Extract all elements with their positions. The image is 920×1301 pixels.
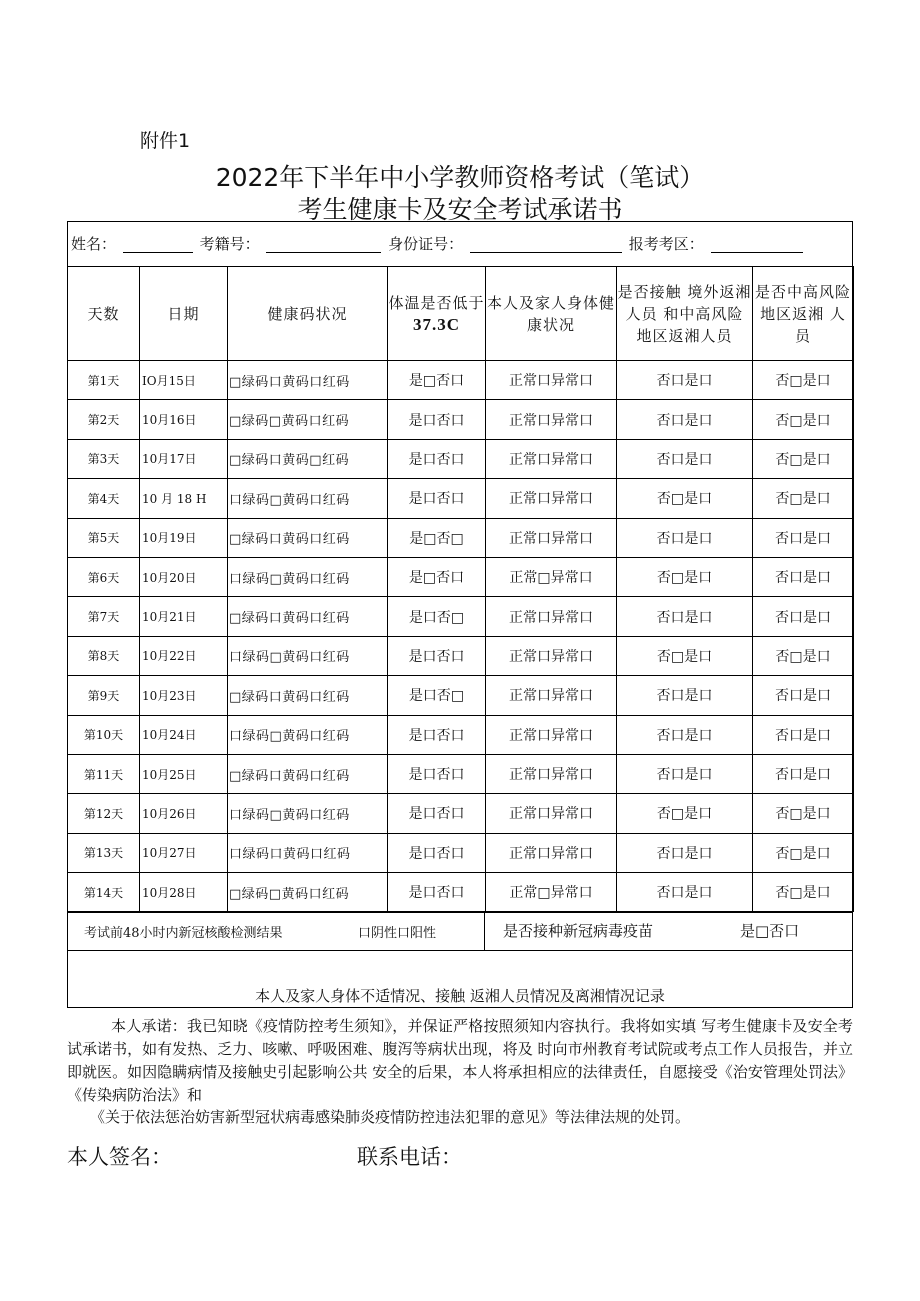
row-risk-check[interactable]: 否口是口 <box>753 676 854 715</box>
record-row[interactable] <box>68 950 852 1008</box>
row-health-code[interactable]: □绿码口黄码口红码 <box>228 754 388 793</box>
row-contact-check[interactable]: 否□是口 <box>617 479 753 518</box>
row-risk-check[interactable]: 否□是口 <box>753 636 854 675</box>
record-label: 本人及家人身体不适情况、接触 返湘人员情况及离湘情况记录 <box>255 987 665 1005</box>
row-contact-check[interactable]: 否口是口 <box>617 676 753 715</box>
row-health-code[interactable]: 口绿码□黄码口红码 <box>228 557 388 596</box>
exam-area-field[interactable] <box>711 238 803 253</box>
header-health-code: 健康码状况 <box>228 267 388 361</box>
row-risk-check[interactable]: 否口是口 <box>753 597 854 636</box>
health-card-form <box>67 221 853 1008</box>
row-health-code[interactable]: □绿码口黄码口红码 <box>228 361 388 400</box>
row-date: 10月22日 <box>140 636 228 675</box>
row-temp-check[interactable]: 是□否口 <box>388 361 486 400</box>
row-risk-check[interactable]: 否□是口 <box>753 794 854 833</box>
row-date: 10月16日 <box>140 400 228 439</box>
pledge-paragraph: 本人承诺：我已知晓《疫情防控考生须知》，并保证严格按照须知内容执行。我将如实填 写考生健康卡及安全考试承诺书，如有发热、乏力、咳嗽、呼吸困难、腹泻等病状出现，将及 时向市州教育考试院或考点工作人员报告，并立即就医。如因隐瞒病情及接触史引起影响公共 安全的后果，本人将承担相应的法律责任，自愿接受《治安管理处罚法》《传染病防治法》和 <box>67 1017 853 1104</box>
row-date: 10月19日 <box>140 518 228 557</box>
row-risk-check[interactable]: 否□是口 <box>753 833 854 872</box>
header-contact: 是否接触 境外返湘人员 和中高风险 地区返湘人员 <box>617 267 753 361</box>
row-day: 第9天 <box>68 676 140 715</box>
nucleic-options[interactable]: 口阴性口阳性 <box>358 926 437 941</box>
name-label: 姓名： <box>71 235 117 253</box>
row-day: 第3天 <box>68 439 140 478</box>
row-health-status[interactable]: 正常口异常口 <box>486 794 617 833</box>
row-temp-check[interactable]: 是口否口 <box>388 873 486 912</box>
row-health-code[interactable]: 口绿码□黄码口红码 <box>228 715 388 754</box>
row-health-status[interactable]: 正常□异常口 <box>486 873 617 912</box>
row-day: 第7天 <box>68 597 140 636</box>
vaccine-options[interactable]: 是□否口 <box>740 922 800 940</box>
row-day: 第2天 <box>68 400 140 439</box>
row-health-status[interactable]: 正常口异常口 <box>486 597 617 636</box>
table-row <box>68 833 854 872</box>
row-health-status[interactable]: 正常口异常口 <box>486 439 617 478</box>
row-date: 10月26日 <box>140 794 228 833</box>
row-contact-check[interactable]: 否口是口 <box>617 518 753 557</box>
row-health-code[interactable]: 口绿码□黄码口红码 <box>228 636 388 675</box>
row-contact-check[interactable]: 否□是口 <box>617 557 753 596</box>
row-temp-check[interactable]: 是口否口 <box>388 479 486 518</box>
header-temp-label: 体温是否低于 <box>388 293 485 312</box>
id-label: 身份证号： <box>388 235 464 253</box>
table-row <box>68 479 854 518</box>
row-health-code[interactable]: 口绿码□黄码口红码 <box>228 479 388 518</box>
row-contact-check[interactable]: 否口是口 <box>617 715 753 754</box>
header-temp <box>388 267 486 361</box>
row-contact-check[interactable]: 否口是口 <box>617 400 753 439</box>
row-temp-check[interactable]: 是口否口 <box>388 794 486 833</box>
row-day: 第6天 <box>68 557 140 596</box>
row-risk-check[interactable]: 否口是口 <box>753 557 854 596</box>
row-date: IO月15日 <box>140 361 228 400</box>
table-row <box>68 794 854 833</box>
row-health-status[interactable]: 正常口异常口 <box>486 479 617 518</box>
phone-label: 联系电话： <box>357 1145 462 1169</box>
row-health-code[interactable]: □绿码口黄码口红码 <box>228 597 388 636</box>
row-date: 10月24日 <box>140 715 228 754</box>
table-header-row <box>68 267 854 361</box>
row-temp-check[interactable]: 是口否口 <box>388 400 486 439</box>
row-health-code[interactable]: □绿码口黄码口红码 <box>228 518 388 557</box>
row-date: 10月28日 <box>140 873 228 912</box>
vaccine-label: 是否接种新冠病毒疫苗 <box>503 922 654 940</box>
row-temp-check[interactable]: 是口否□ <box>388 597 486 636</box>
name-field[interactable] <box>123 238 193 253</box>
row-risk-check[interactable]: 否□是口 <box>753 400 854 439</box>
table-row <box>68 557 854 596</box>
row-health-status[interactable]: 正常口异常口 <box>486 636 617 675</box>
table-row <box>68 636 854 675</box>
row-date: 10月23日 <box>140 676 228 715</box>
row-health-status[interactable]: 正常口异常口 <box>486 754 617 793</box>
row-contact-check[interactable]: 否□是口 <box>617 794 753 833</box>
header-family-health: 本人及家人身体健康状况 <box>486 267 617 361</box>
pledge-tail: 《关于依法惩治妨害新型冠状病毒感染肺炎疫情防控违法犯罪的意见》等法律法规的处罚。 <box>90 1108 691 1126</box>
nucleic-row <box>68 912 852 950</box>
row-day: 第5天 <box>68 518 140 557</box>
exam-area-label: 报考考区： <box>628 235 704 253</box>
row-contact-check[interactable]: 否口是口 <box>617 873 753 912</box>
table-row <box>68 400 854 439</box>
row-contact-check[interactable]: 否口是口 <box>617 833 753 872</box>
row-temp-check[interactable]: 是口否口 <box>388 715 486 754</box>
table-row <box>68 439 854 478</box>
table-row <box>68 676 854 715</box>
row-health-status[interactable]: 正常□异常口 <box>486 557 617 596</box>
row-health-code[interactable]: □绿码口黄码口红码 <box>228 676 388 715</box>
row-risk-check[interactable]: 否口是口 <box>753 754 854 793</box>
origin-label: 考籍号： <box>199 235 260 253</box>
row-day: 第12天 <box>68 794 140 833</box>
row-risk-check[interactable]: 否□是口 <box>753 873 854 912</box>
row-date: 10月25日 <box>140 754 228 793</box>
row-health-status[interactable]: 正常口异常口 <box>486 361 617 400</box>
row-temp-check[interactable]: 是□否□ <box>388 518 486 557</box>
table-row <box>68 715 854 754</box>
row-date: 10月21日 <box>140 597 228 636</box>
row-contact-check[interactable]: 否口是口 <box>617 361 753 400</box>
row-day: 第13天 <box>68 833 140 872</box>
row-health-code[interactable]: □绿码□黄码口红码 <box>228 873 388 912</box>
row-day: 第10天 <box>68 715 140 754</box>
header-risk-area: 是否中高风险 地区返湘 人员 <box>753 267 854 361</box>
row-health-status[interactable]: 正常口异常口 <box>486 715 617 754</box>
page-subtitle: 考生健康卡及安全考试承诺书 <box>297 195 623 224</box>
divider <box>484 913 485 950</box>
row-day: 第4天 <box>68 479 140 518</box>
row-day: 第1天 <box>68 361 140 400</box>
table-row <box>68 754 854 793</box>
row-contact-check[interactable]: 否□是口 <box>617 636 753 675</box>
row-temp-check[interactable]: 是口否口 <box>388 754 486 793</box>
row-risk-check[interactable]: 否口是口 <box>753 715 854 754</box>
header-temp-value: 37.3C <box>412 314 461 334</box>
row-health-code[interactable]: □绿码□黄码口红码 <box>228 400 388 439</box>
row-health-status[interactable]: 正常口异常口 <box>486 518 617 557</box>
table-row <box>68 873 854 912</box>
page-title: 2022年下半年中小学教师资格考试（笔试） <box>215 163 705 192</box>
row-temp-check[interactable]: 是口否口 <box>388 636 486 675</box>
row-temp-check[interactable]: 是口否口 <box>388 439 486 478</box>
table-row <box>68 518 854 557</box>
id-number-field[interactable] <box>470 238 622 253</box>
health-table <box>67 266 854 912</box>
origin-field[interactable] <box>266 238 381 253</box>
row-contact-check[interactable]: 否口是口 <box>617 597 753 636</box>
signature-label: 本人签名： <box>67 1145 172 1169</box>
row-temp-check[interactable]: 是□否口 <box>388 557 486 596</box>
row-health-code[interactable]: 口绿码口黄码口红码 <box>228 833 388 872</box>
nucleic-label: 考试前48小时内新冠核酸检测结果 <box>84 926 283 941</box>
row-risk-check[interactable]: 否□是口 <box>753 361 854 400</box>
row-temp-check[interactable]: 是口否口 <box>388 833 486 872</box>
row-health-code[interactable]: □绿码口黄码□红码 <box>228 439 388 478</box>
row-date: 10月27日 <box>140 833 228 872</box>
row-date: 10月20日 <box>140 557 228 596</box>
personal-info-line <box>68 222 852 267</box>
row-health-status[interactable]: 正常口异常口 <box>486 676 617 715</box>
row-health-status[interactable]: 正常口异常口 <box>486 833 617 872</box>
header-date: 日期 <box>140 267 228 361</box>
table-row <box>68 597 854 636</box>
row-date: 10月17日 <box>140 439 228 478</box>
row-health-code[interactable]: 口绿码□黄码口红码 <box>228 794 388 833</box>
row-health-status[interactable]: 正常口异常口 <box>486 400 617 439</box>
row-day: 第8天 <box>68 636 140 675</box>
row-day: 第11天 <box>68 754 140 793</box>
row-temp-check[interactable]: 是口否□ <box>388 676 486 715</box>
header-day: 天数 <box>68 267 140 361</box>
row-risk-check[interactable]: 否口是口 <box>753 518 854 557</box>
row-contact-check[interactable]: 否口是口 <box>617 754 753 793</box>
row-day: 第14天 <box>68 873 140 912</box>
row-date: 10 月 18 H <box>140 479 228 518</box>
row-risk-check[interactable]: 否□是口 <box>753 439 854 478</box>
attachment-label: 附件1 <box>140 130 191 152</box>
row-risk-check[interactable]: 否□是口 <box>753 479 854 518</box>
table-row <box>68 361 854 400</box>
row-contact-check[interactable]: 否口是口 <box>617 439 753 478</box>
